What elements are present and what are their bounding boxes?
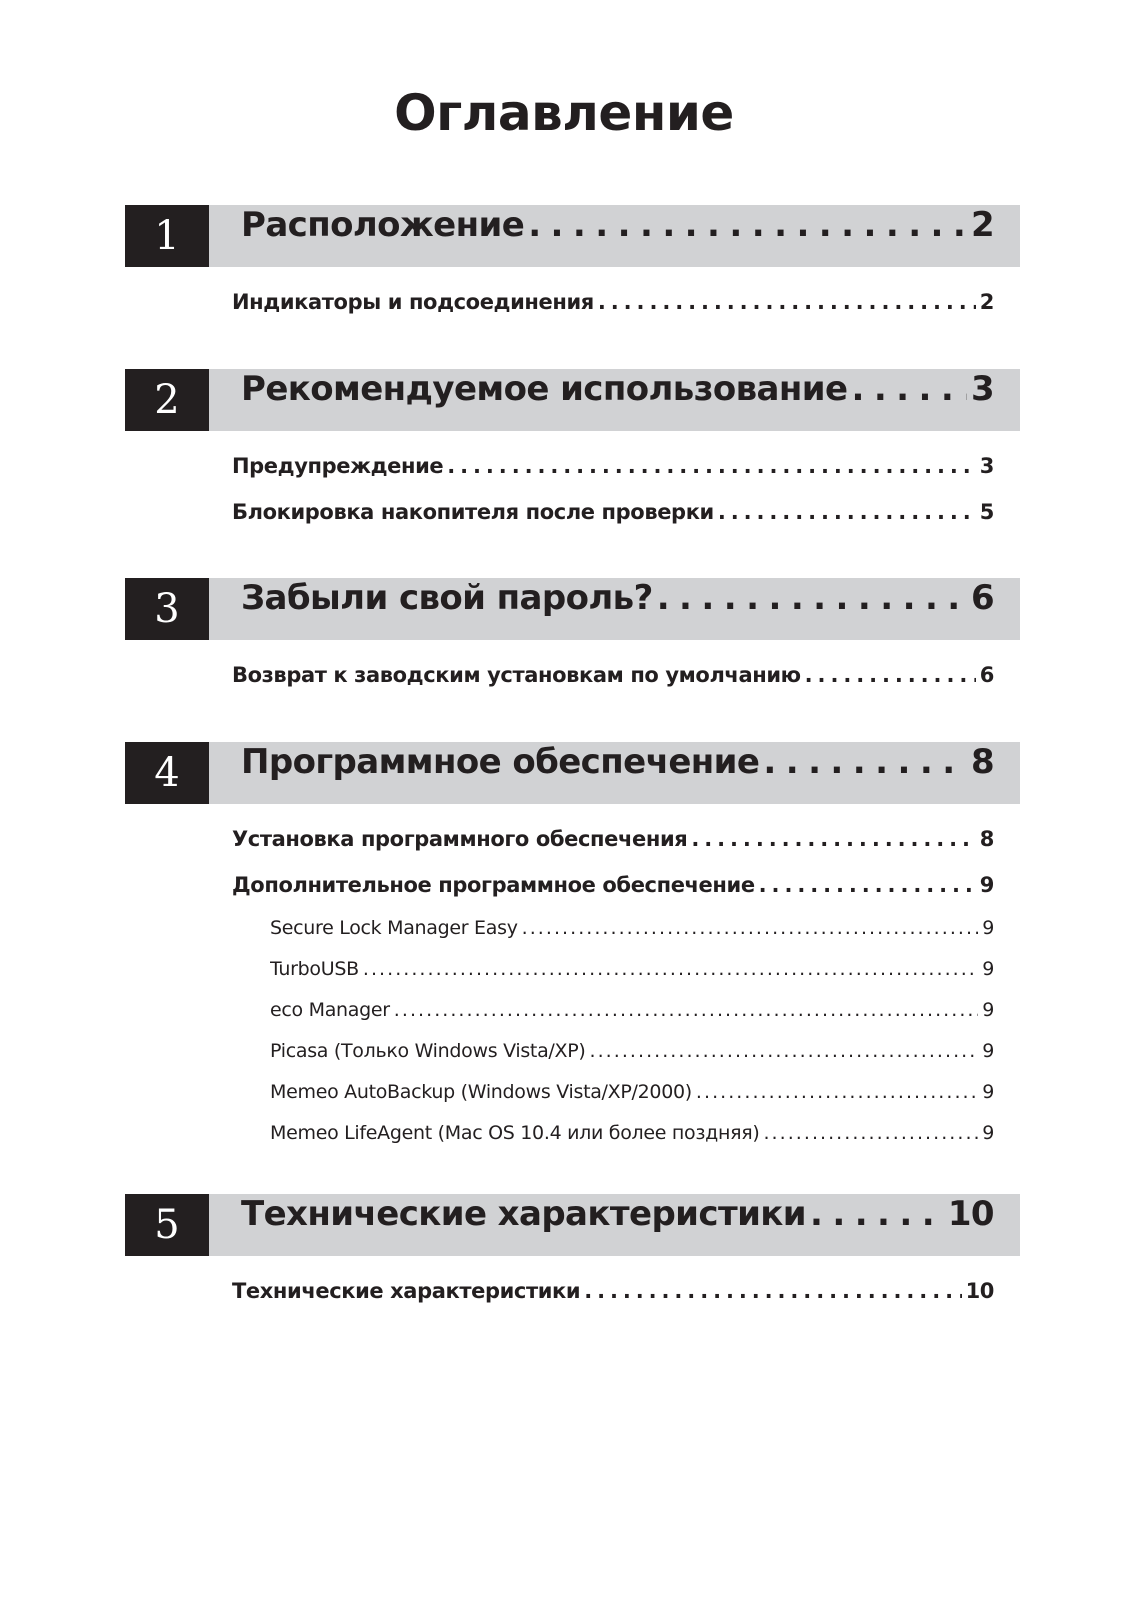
dot-leader (447, 443, 976, 489)
toc-subentry-title: Picasa (Только Windows Vista/XP) (270, 1040, 586, 1062)
dot-leader (598, 279, 976, 325)
toc-entry-title: Блокировка накопителя после проверки (232, 500, 714, 524)
chapter-title: Рекомендуемое использование (241, 369, 848, 409)
toc-entry-page: 10 (965, 1279, 994, 1303)
chapter-title-row (209, 369, 1020, 431)
dot-leader (805, 652, 976, 698)
dot-leader (590, 1031, 979, 1072)
toc-entry[interactable] (232, 443, 994, 489)
toc-subentry-page: 9 (982, 1040, 994, 1062)
section-list (232, 443, 994, 535)
dot-leader (584, 1268, 961, 1314)
chapter-header[interactable] (125, 742, 1020, 804)
section-list (232, 816, 994, 1154)
toc-subentry-title: TurboUSB (270, 958, 359, 980)
toc-subentry-title: Memeo AutoBackup (Windows Vista/XP/2000) (270, 1081, 692, 1103)
toc-entry-title: Предупреждение (232, 454, 444, 478)
chapter-header[interactable] (125, 578, 1020, 640)
chapter-number: 2 (125, 369, 209, 431)
dot-leader (363, 949, 978, 990)
chapter-2 (125, 369, 1020, 535)
toc-entry[interactable] (232, 489, 994, 535)
chapter-number: 3 (125, 578, 209, 640)
chapter-4 (125, 742, 1020, 1154)
toc-entry[interactable] (232, 652, 994, 698)
toc-entry[interactable] (232, 862, 994, 908)
toc-entry-title: Технические характеристики (232, 1279, 581, 1303)
chapter-title-row (209, 578, 1020, 640)
toc-subentry-page: 9 (982, 958, 994, 980)
chapter-page-number: 6 (970, 578, 994, 618)
toc-entry-page: 9 (979, 873, 994, 897)
toc-entry-page: 3 (979, 454, 994, 478)
toc-subentry-page: 9 (982, 917, 994, 939)
chapter-number: 5 (125, 1194, 209, 1256)
toc-subentry[interactable] (270, 1113, 994, 1154)
chapter-title-row (209, 1194, 1020, 1256)
toc-subentry[interactable] (270, 908, 994, 949)
dot-leader (763, 742, 967, 782)
chapter-title-row (209, 742, 1020, 804)
chapter-page-number: 10 (947, 1194, 994, 1234)
page-title: Оглавление (394, 84, 734, 142)
chapter-number: 1 (125, 205, 209, 267)
toc-entry[interactable] (232, 1268, 994, 1314)
toc-entry-title: Индикаторы и подсоединения (232, 290, 594, 314)
toc-subentry-title: eco Manager (270, 999, 390, 1021)
dot-leader (394, 990, 978, 1031)
toc-entry-page: 5 (979, 500, 994, 524)
toc-entry[interactable] (232, 279, 994, 325)
toc-subentry[interactable] (270, 1031, 994, 1072)
toc-entry-title: Возврат к заводским установкам по умолчанию (232, 663, 801, 687)
dot-leader (718, 489, 976, 535)
chapter-title: Технические характеристики (241, 1194, 806, 1234)
chapter-3 (125, 578, 1020, 698)
dot-leader (657, 578, 967, 618)
section-list (232, 1268, 994, 1314)
toc-subentry[interactable] (270, 949, 994, 990)
toc-subentry-title: Memeo LifeAgent (Mac OS 10.4 или более поздняя) (270, 1122, 760, 1144)
dot-leader (763, 1113, 978, 1154)
chapter-page-number: 2 (970, 205, 994, 245)
chapter-page-number: 8 (970, 742, 994, 782)
dot-leader (851, 369, 966, 409)
section-list (232, 652, 994, 698)
chapter-page-number: 3 (970, 369, 994, 409)
dot-leader (759, 862, 976, 908)
toc-subentry-page: 9 (982, 1081, 994, 1103)
dot-leader (522, 908, 979, 949)
chapter-title-row (209, 205, 1020, 267)
chapter-title: Программное обеспечение (241, 742, 760, 782)
toc-entry-title: Установка программного обеспечения (232, 827, 688, 851)
toc-entry-page: 6 (979, 663, 994, 687)
chapter-1 (125, 205, 1020, 325)
chapter-header[interactable] (125, 369, 1020, 431)
section-list (232, 279, 994, 325)
toc-subentry-title: Secure Lock Manager Easy (270, 917, 518, 939)
toc-subentry-page: 9 (982, 1122, 994, 1144)
toc-subentry[interactable] (270, 990, 994, 1031)
toc-subentry[interactable] (270, 1072, 994, 1113)
dot-leader (691, 816, 975, 862)
dot-leader (696, 1072, 978, 1113)
dot-leader (810, 1194, 944, 1234)
toc-entry-page: 8 (979, 827, 994, 851)
chapter-5 (125, 1194, 1020, 1314)
chapter-header[interactable] (125, 1194, 1020, 1256)
toc-subentry-page: 9 (982, 999, 994, 1021)
toc-entry-page: 2 (979, 290, 994, 314)
chapter-number: 4 (125, 742, 209, 804)
toc-entry-title: Дополнительное программное обеспечение (232, 873, 755, 897)
chapter-title: Забыли свой пароль? (241, 578, 653, 618)
dot-leader (528, 205, 967, 245)
toc-entry[interactable] (232, 816, 994, 862)
chapter-title: Расположение (241, 205, 525, 245)
chapter-header[interactable] (125, 205, 1020, 267)
